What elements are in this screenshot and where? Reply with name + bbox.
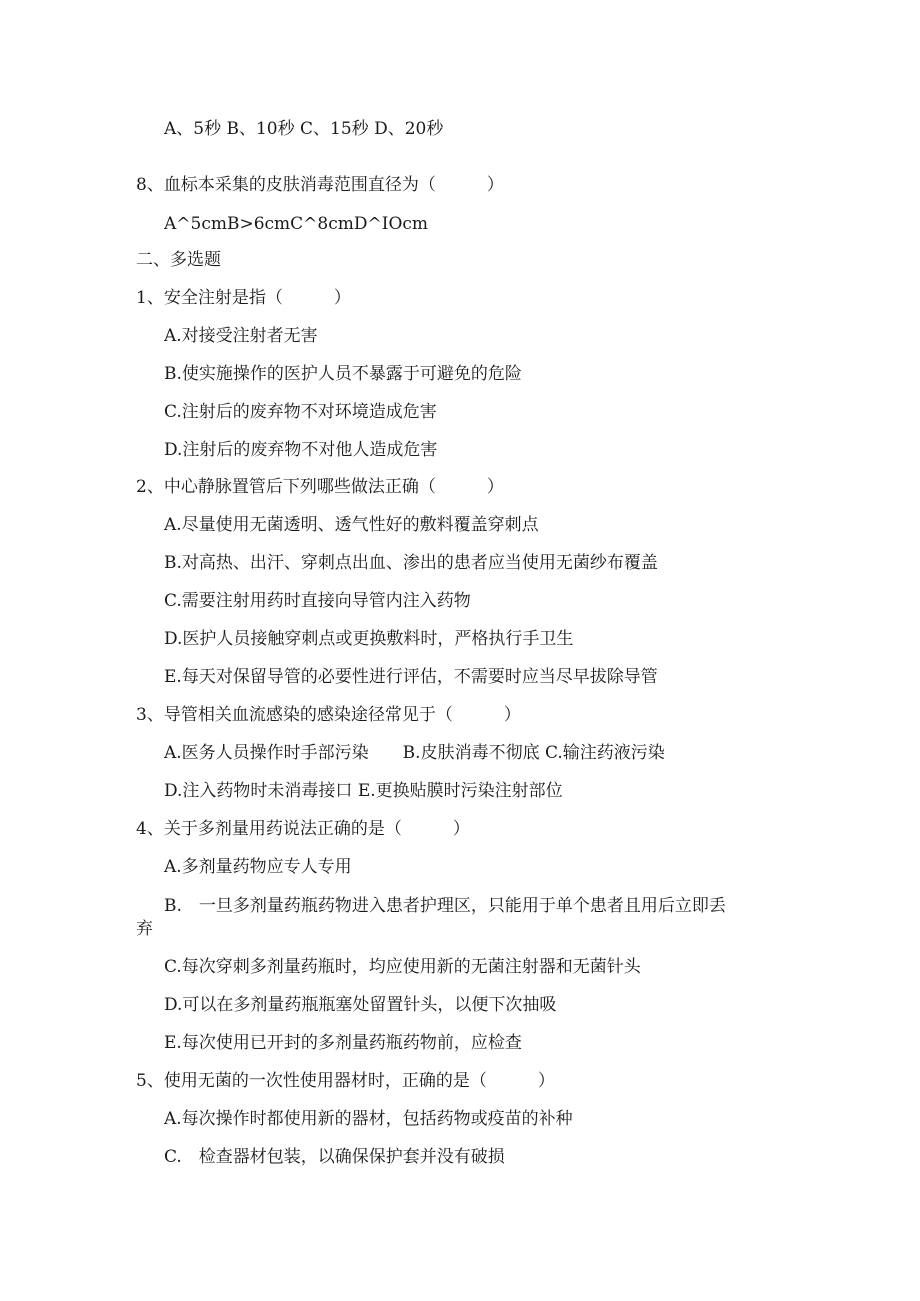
- mq1-option-c: C.注射后的废弃物不对环境造成危害: [164, 402, 437, 422]
- mq2-stem: 2、中心静脉置管后下列哪些做法正确（ ）: [136, 477, 504, 497]
- mq2-option-b: B.对高热、出汗、穿刺点出血、渗出的患者应当使用无菌纱布覆盖: [164, 553, 658, 573]
- mq4-stem: 4、关于多剂量用药说法正确的是（ ）: [136, 819, 470, 839]
- mq5-stem: 5、使用无菌的一次性使用器材时，正确的是（ ）: [136, 1071, 555, 1091]
- mq1-stem: 1、安全注射是指（ ）: [136, 288, 351, 308]
- mq4-option-d: D.可以在多剂量药瓶瓶塞处留置针头，以便下次抽吸: [164, 995, 557, 1015]
- mq4-option-a: A.多剂量药物应专人专用: [164, 857, 352, 877]
- mq4-option-b-continued: 弃: [136, 919, 153, 939]
- mq1-option-b: B.使实施操作的医护人员不暴露于可避免的危险: [164, 364, 522, 384]
- mq4-option-b: B. 一旦多剂量药瓶药物进入患者护理区，只能用于单个患者且用后立即丢: [164, 896, 726, 916]
- mq4-option-c: C.每次穿刺多剂量药瓶时，均应使用新的无菌注射器和无菌针头: [164, 957, 641, 977]
- mq3-stem: 3、导管相关血流感染的感染途径常见于（ ）: [136, 705, 521, 725]
- mq5-option-c: C. 检查器材包装，以确保保护套并没有破损: [164, 1147, 505, 1167]
- q8-stem: 8、血标本采集的皮肤消毒范围直径为（ ）: [136, 175, 504, 195]
- mq2-option-e: E.每天对保留导管的必要性进行评估，不需要时应当尽早拔除导管: [164, 667, 658, 687]
- mq1-option-a: A.对接受注射者无害: [164, 326, 318, 346]
- mq3-options-abc: A.医务人员操作时手部污染 B.皮肤消毒不彻底 C.输注药液污染: [164, 743, 665, 763]
- mq3-options-de: D.注入药物时未消毒接口 E.更换贴膜时污染注射部位: [164, 781, 563, 801]
- mq4-option-e: E.每次使用已开封的多剂量药瓶药物前，应检查: [164, 1033, 522, 1053]
- section-title-multiple-choice: 二、多选题: [136, 250, 221, 270]
- q8-options: A^5cmB>6cmC^8cmD^IOcm: [164, 214, 429, 234]
- mq2-option-c: C.需要注射用药时直接向导管内注入药物: [164, 591, 471, 611]
- q7-options: A、5秒 B、10秒 C、15秒 D、20秒: [164, 119, 444, 139]
- mq2-option-a: A.尽量使用无菌透明、透气性好的敷料覆盖穿刺点: [164, 515, 539, 535]
- mq2-option-d: D.医护人员接触穿刺点或更换敷料时，严格执行手卫生: [164, 629, 574, 649]
- mq1-option-d: D.注射后的废弃物不对他人造成危害: [164, 440, 438, 460]
- mq5-option-a: A.每次操作时都使用新的器材，包括药物或疫苗的补种: [164, 1109, 573, 1129]
